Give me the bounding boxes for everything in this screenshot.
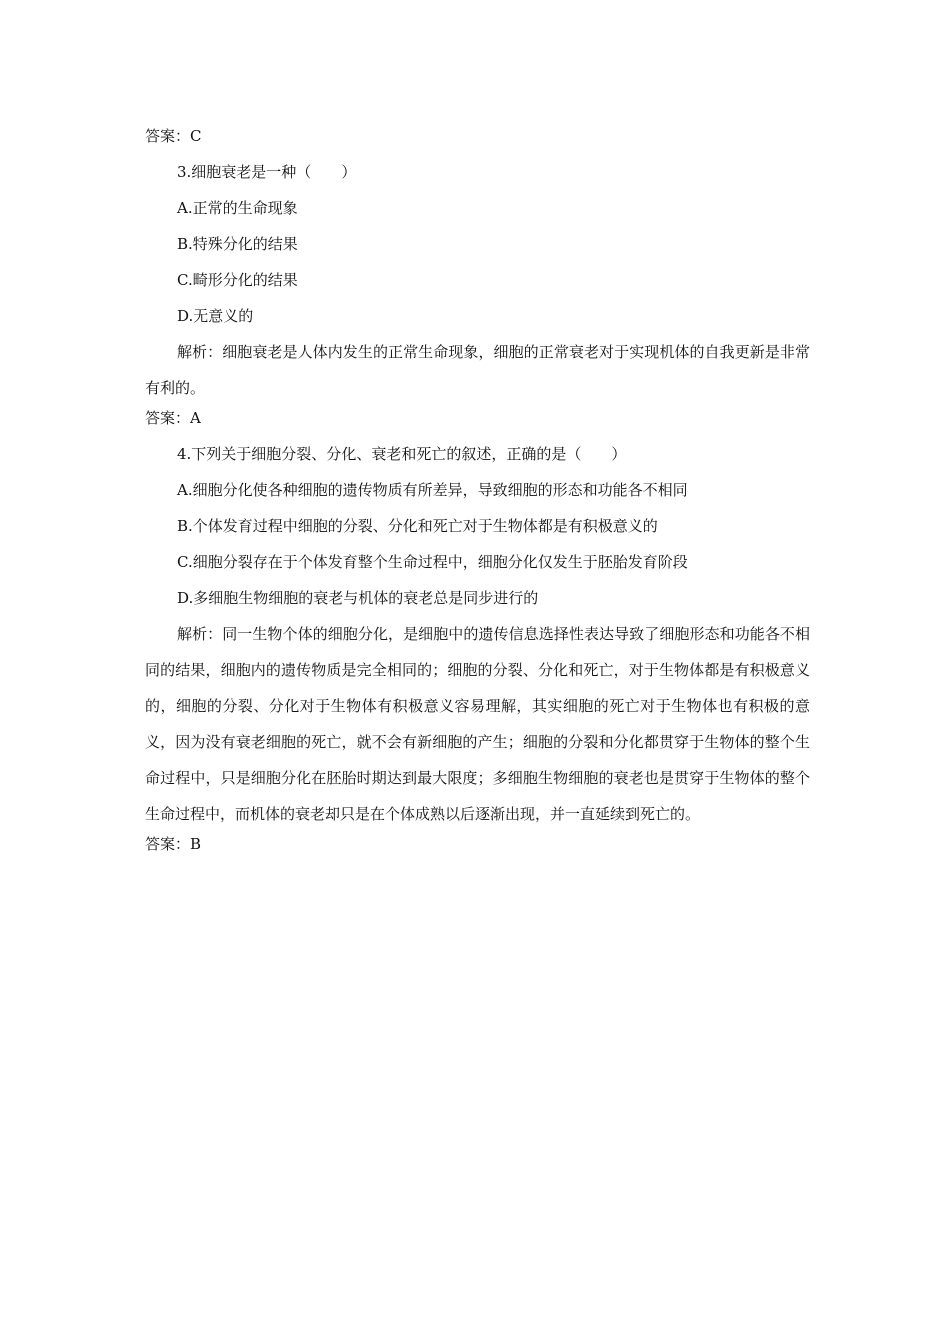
question-4-answer: 答案：B xyxy=(145,835,202,853)
question-4-stem: 4.下列关于细胞分裂、分化、衰老和死亡的叙述，正确的是（ ） xyxy=(177,445,627,463)
question-4-analysis: 解析：同一生物个体的细胞分化，是细胞中的遗传信息选择性表达导致了细胞形态和功能各不相同的结果，细胞内的遗传物质是完全相同的；细胞的分裂、分化和死亡，对于生物体都是有积极意义的，细胞的分裂、分化对于生物体有积极意义容易理解，其实细胞的死亡对于生物体也有积极的意义，因为没有衰老细胞的死亡，就不会有新细胞的产生；细胞的分裂和分化都贯穿于生物体的整个生命过程中，只是细胞分化在胚胎时期达到最大限度；多细胞生物细胞的衰老也是贯穿于生物体的整个生命过程中，而机体的衰老却只是在个体成熟以后逐渐出现，并一直延续到死亡的。 xyxy=(145,625,810,823)
question-3-option-a: A.正常的生命现象 xyxy=(177,199,298,217)
question-4-option-b: B.个体发育过程中细胞的分裂、分化和死亡对于生物体都是有积极意义的 xyxy=(177,517,658,535)
question-3-option-c: C.畸形分化的结果 xyxy=(177,271,298,289)
answer-prev: 答案：C xyxy=(145,127,202,145)
question-4-option-c: C.细胞分裂存在于个体发育整个生命过程中，细胞分化仅发生于胚胎发育阶段 xyxy=(177,553,688,571)
question-4-option-d: D.多细胞生物细胞的衰老与机体的衰老总是同步进行的 xyxy=(177,589,539,607)
question-4-option-a: A.细胞分化使各种细胞的遗传物质有所差异，导致细胞的形态和功能各不相同 xyxy=(177,481,688,499)
document-content xyxy=(145,126,810,854)
question-3-stem: 3.细胞衰老是一种（ ） xyxy=(177,163,357,181)
question-3-analysis: 解析：细胞衰老是人体内发生的正常生命现象，细胞的正常衰老对于实现机体的自我更新是非常有利的。 xyxy=(145,343,810,397)
question-3-answer: 答案：A xyxy=(145,409,201,427)
question-3-option-b: B.特殊分化的结果 xyxy=(177,235,298,253)
question-3-option-d: D.无意义的 xyxy=(177,307,254,325)
